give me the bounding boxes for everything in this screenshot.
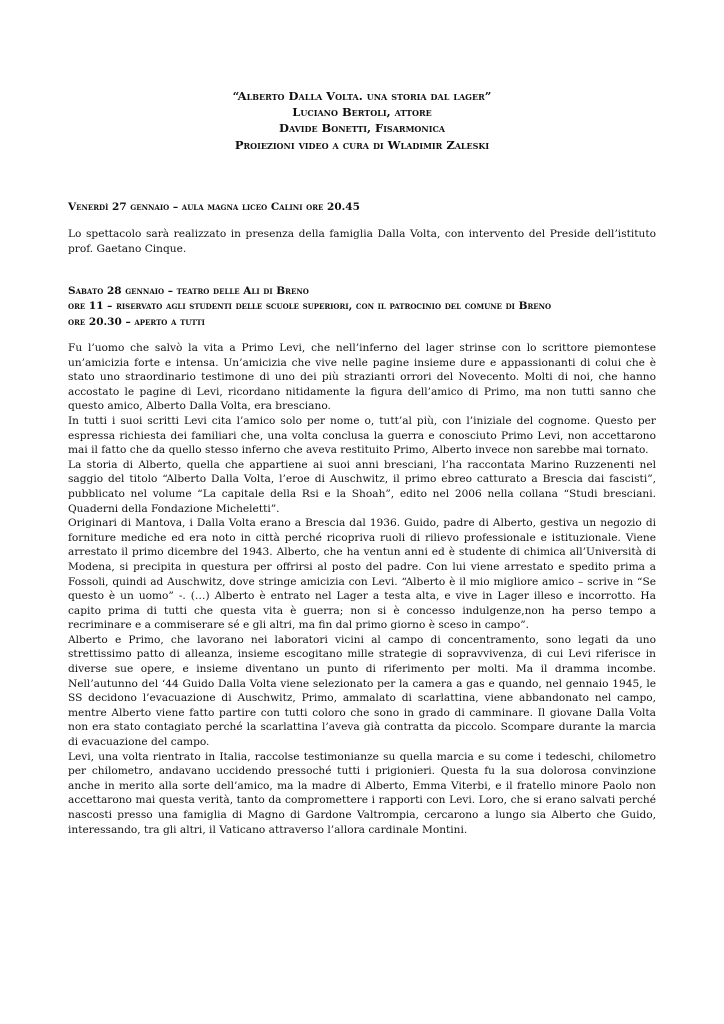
document-header <box>68 88 656 153</box>
body-paragraph: In tutti i suoi scritti Levi cita l’amico solo per nome o, tutt’al più, con l’iniziale del cognome. Questo per espressa richiesta dei familiari che, una volta conclusa la guerra e conosciuto Primo Levi, non accettarono mai il fatto che da quello stesso inferno che aveva restituito Primo, Alberto invece non sarebbe mai tornato. <box>68 414 656 457</box>
body-paragraph: Alberto e Primo, che lavorano nei laboratori vicini al campo di concentramento, sono legati da uno strettissimo patto di alleanza, insieme escogitano mille strategie di sopravvivenza, di cui Levi riferisce in diverse sue opere, e insieme diventano un punto di riferimento per molti. Ma il dramma incombe. Nell’autunno del ‘44 Guido Dalla Volta viene selezionato per la camera a gas e quando, nel gennaio 1945, le SS decidono l’evacuazione di Auschwitz, Primo, ammalato di scarlattina, viene abbandonato nel campo, mentre Alberto viene fatto partire con tutti coloro che sono in grado di camminare. Il giovane Dalla Volta non era stato contagiato perché la scarlattina l’aveva già contratta da piccolo. Scompare durante la marcia di evacuazione del campo. <box>68 633 656 749</box>
event-friday <box>68 200 656 257</box>
event-saturday <box>68 284 656 331</box>
event-saturday-students: ore 11 – riservato agli studenti delle scuole superiori, con il patrocinio del comune di Breno <box>68 300 552 312</box>
article-body <box>68 341 656 837</box>
event-friday-text: Lo spettacolo sarà realizzato in presenza della famiglia Dalla Volta, con intervento del Preside dell’istituto prof. Gaetano Cinque. <box>68 228 656 255</box>
actor-credit: Luciano Bertoli, attore <box>292 105 432 120</box>
musician-credit: Davide Bonetti, Fisarmonica <box>278 121 446 136</box>
body-paragraph: Originari di Mantova, i Dalla Volta erano a Brescia dal 1936. Guido, padre di Alberto, gestiva un negozio di forniture mediche ed era noto in città perché ricopriva ruoli di rilievo professionale e istituzionale. Viene arrestato il primo dicembre del 1943. Alberto, che ha ventun anni ed è studente di chimica all’Università di Modena, si precipita in questura per offrirsi al posto del padre. Con lui viene arrestato e spedito prima a Fossoli, quindi ad Auschwitz, dove stringe amicizia con Levi. “Alberto è il mio migliore amico – scrive in “Se questo è un uomo” -. (…) Alberto è entrato nel Lager a testa alta, e vive in Lager illeso e incorrotto. Ha capito prima di tutti che questa vita è guerra; non si è concesso indulgenze,non ha perso tempo a recriminare e a commiserare sé e gli altri, ma fin dal primo giorno è sceso in campo”. <box>68 517 656 632</box>
body-paragraph: Levi, una volta rientrato in Italia, raccolse testimonianze su quella marcia e su come i tedeschi, chilometro per chilometro, andavano uccidendo pressoché tutti i prigionieri. Questa fu la sua dolorosa convinzione anche in merito alla sorte dell’amico, ma la madre di Alberto, Emma Viterbi, e il fratello minore Paolo non accettarono mai questa verità, tanto da compromettere i rapporti con Levi. Loro, che si erano salvati perché nascosti presso una famiglia di Magno di Gardone Valtrompia, cercarono a lungo sia Alberto che Guido, interessando, tra gli altri, il Vaticano attraverso l’allora cardinale Montini. <box>68 750 656 836</box>
video-credit: Proiezioni video a cura di Wladimir Zaleski <box>234 137 490 152</box>
event-saturday-public: ore 20.30 – aperto a tutti <box>68 315 205 328</box>
event-saturday-venue: Sabato 28 gennaio – teatro delle Ali di Breno <box>68 284 309 297</box>
body-paragraph: La storia di Alberto, quella che appartiene ai suoi anni bresciani, l’ha raccontata Marino Ruzzenenti nel saggio del titolo “Alberto Dalla Volta, l’eroe di Auschwitz, il primo ebreo catturato a Brescia dai fascisti”, pubblicato nel volume “La capitale della Rsi e la Shoah”, edito nel 2006 nella collana “Studi bresciani. Quaderni della Fondazione Micheletti”. <box>68 458 656 515</box>
event-friday-heading: Venerdì 27 gennaio – aula magna liceo Calini ore 20.45 <box>68 200 360 213</box>
show-title: “Alberto Dalla Volta. una storia dal lager” <box>232 89 492 103</box>
event-saturday-heading <box>68 284 656 331</box>
body-paragraph: Fu l’uomo che salvò la vita a Primo Levi, che nell’inferno del lager strinse con lo scrittore piemontese un’amicizia forte e intensa. Un’amicizia che vive nelle pagine insieme dure e appassionanti di colui che è stato uno straordinario testimone di uno dei più strazianti orrori del Novecento. Molti di noi, che hanno accostato le pagine di Levi, ricordano nitidamente la figura dell’amico di Primo, ma non tutti sanno che questo amico, Alberto Dalla Volta, era bresciano. <box>68 342 656 413</box>
